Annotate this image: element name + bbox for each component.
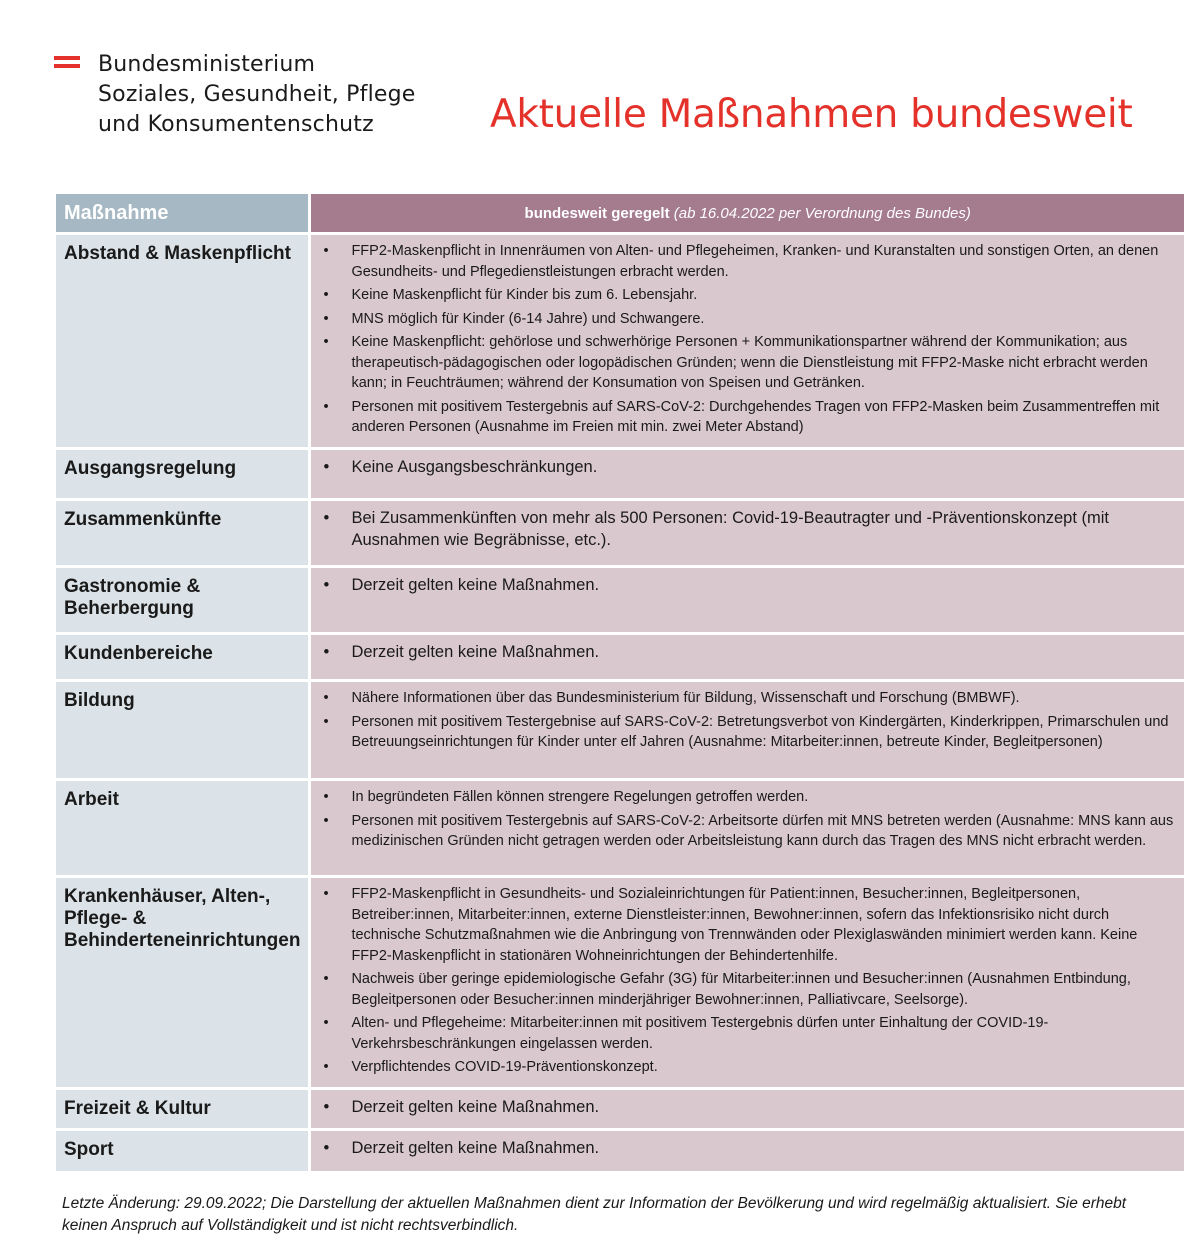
row-category: Ausgangsregelung: [56, 450, 311, 498]
list-item: • Personen mit positivem Testergebnis auf SARS-CoV-2: Arbeitsorte dürfen mit MNS betreten werden (Ausnahme: MNS kann aus medizinischen Gründen nicht getragen werden oder Arbeitsleistung kann durch das Tragen des MNS nicht erbracht werden.: [319, 811, 1176, 852]
list-item: • Verpflichtendes COVID-19-Präventionskonzept.: [319, 1057, 1176, 1078]
col-header-scope: [311, 194, 1184, 232]
list-item: • Personen mit positivem Testergebnise auf SARS-CoV-2: Betretungsverbot von Kindergärten, Kinderkrippen, Primarschulen und Betreuungseinrichtungen für Kinder unter elf Jahren (Ausnahme: Mitarbeiter:innen, betreute Kinder, Begleitpersonen): [319, 712, 1176, 753]
list-item: • Keine Maskenpflicht für Kinder bis zum 6. Lebensjahr.: [319, 285, 1176, 306]
list-item: • In begründeten Fällen können strengere Regelungen getroffen werden.: [319, 787, 1176, 808]
row-details: [311, 450, 1184, 498]
row-details: [311, 781, 1184, 875]
list-item: • MNS möglich für Kinder (6-14 Jahre) und Schwangere.: [319, 309, 1176, 330]
table-row: [56, 235, 1184, 447]
row-category: Zusammenkünfte: [56, 501, 311, 565]
row-details: [311, 682, 1184, 778]
col-header-measure: Maßnahme: [56, 194, 311, 232]
org-line-1: Bundesministerium: [98, 52, 316, 77]
list-item: • Derzeit gelten keine Maßnahmen.: [319, 574, 1176, 596]
list-item: • Keine Ausgangsbeschränkungen.: [319, 456, 1176, 478]
measures-table: [56, 191, 1184, 1174]
col-header-scope-bold: bundesweit geregelt: [524, 204, 670, 222]
row-details: [311, 878, 1184, 1087]
table-body: [56, 235, 1184, 1171]
list-item: • Alten- und Pflegeheime: Mitarbeiter:innen mit positivem Testergebnis dürfen unter Einhaltung der COVID-19-Verkehrsbeschränkungen eingelassen werden.: [319, 1013, 1176, 1054]
list-item: • Derzeit gelten keine Maßnahmen.: [319, 1096, 1176, 1118]
row-category: Kundenbereiche: [56, 635, 311, 679]
table-row: [56, 450, 1184, 498]
row-category: Gastronomie & Beherbergung: [56, 568, 311, 632]
row-details: [311, 1131, 1184, 1171]
austrian-flag-icon: [54, 56, 80, 70]
org-line-2: Soziales, Gesundheit, Pflege: [98, 82, 416, 107]
table-row: [56, 635, 1184, 679]
list-item: • Personen mit positivem Testergebnis auf SARS-CoV-2: Durchgehendes Tragen von FFP2-Masken beim Zusammentreffen mit anderen Personen (Ausnahme im Freien mit min. zwei Meter Abstand): [319, 397, 1176, 438]
footer-note: Letzte Änderung: 29.09.2022; Die Darstellung der aktuellen Maßnahmen dient zur Information der Bevölkerung und wird regelmäßig aktualisiert. Sie erhebt keinen Anspruch auf Vollständigkeit und ist nicht rechtsverbindlich.: [62, 1195, 1127, 1234]
table-row: [56, 501, 1184, 565]
col-header-scope-note: (ab 16.04.2022 per Verordnung des Bundes): [673, 204, 971, 222]
row-category: Abstand & Maskenpflicht: [56, 235, 311, 447]
table-row: [56, 682, 1184, 778]
list-item: • Nähere Informationen über das Bundesministerium für Bildung, Wissenschaft und Forschung (BMBWF).: [319, 688, 1176, 709]
table-row: [56, 878, 1184, 1087]
row-details: [311, 568, 1184, 632]
page-title: Aktuelle Maßnahmen bundesweit: [490, 92, 1133, 137]
row-category: Krankenhäuser, Alten-, Pflege- & Behinderteneinrichtungen: [56, 878, 311, 1087]
list-item: • Keine Maskenpflicht: gehörlose und schwerhörige Personen + Kommunikationspartner während der Kommunikation; aus therapeutisch-pädagogischen oder logopädischen Gründen; wenn die Dienstleistung mit FFP2-Maske nicht erbracht werden kann; in Feuchträumen; während der Konsumation von Speisen und Getränken.: [319, 332, 1176, 394]
row-category: Arbeit: [56, 781, 311, 875]
table-row: [56, 781, 1184, 875]
row-details: [311, 235, 1184, 447]
list-item: • Bei Zusammenkünften von mehr als 500 Personen: Covid-19-Beautragter und -Präventionskonzept (mit Ausnahmen wie Begräbnisse, etc.).: [319, 507, 1176, 551]
row-category: Sport: [56, 1131, 311, 1171]
table-row: [56, 1090, 1184, 1128]
row-details: [311, 501, 1184, 565]
table-header-row: [56, 194, 1184, 232]
table-row: [56, 1131, 1184, 1171]
row-category: Freizeit & Kultur: [56, 1090, 311, 1128]
row-details: [311, 1090, 1184, 1128]
row-details: [311, 635, 1184, 679]
list-item: • FFP2-Maskenpflicht in Gesundheits- und Sozialeinrichtungen für Patient:innen, Besucher:innen, Begleitpersonen, Betreiber:innen, Mitarbeiter:innen, externe Dienstleister:innen, Bewohner:innen, sofern das Infektionsrisiko nicht durch technische Schutzmaßnahmen wie die Anbringung von Trennwänden oder Plexiglaswänden minimiert werden kann. Keine FFP2-Maskenpflicht in stationären Wohneinrichtungen der Behindertenhilfe.: [319, 884, 1176, 966]
list-item: • Derzeit gelten keine Maßnahmen.: [319, 1137, 1176, 1159]
list-item: • Nachweis über geringe epidemiologische Gefahr (3G) für Mitarbeiter:innen und Besucher:innen (Ausnahmen Entbindung, Begleitpersonen oder Besucher:innen minderjähriger Bewohner:innen, Palliativcare, Seelsorge).: [319, 969, 1176, 1010]
ministry-name: [98, 50, 518, 140]
org-line-3: und Konsumentenschutz: [98, 112, 374, 137]
row-category: Bildung: [56, 682, 311, 778]
list-item: • FFP2-Maskenpflicht in Innenräumen von Alten- und Pflegeheimen, Kranken- und Kuranstalten und sonstigen Orten, an denen Gesundheits- und Pflegedienstleistungen erbracht werden.: [319, 241, 1176, 282]
list-item: • Derzeit gelten keine Maßnahmen.: [319, 641, 1176, 663]
table-row: [56, 568, 1184, 632]
